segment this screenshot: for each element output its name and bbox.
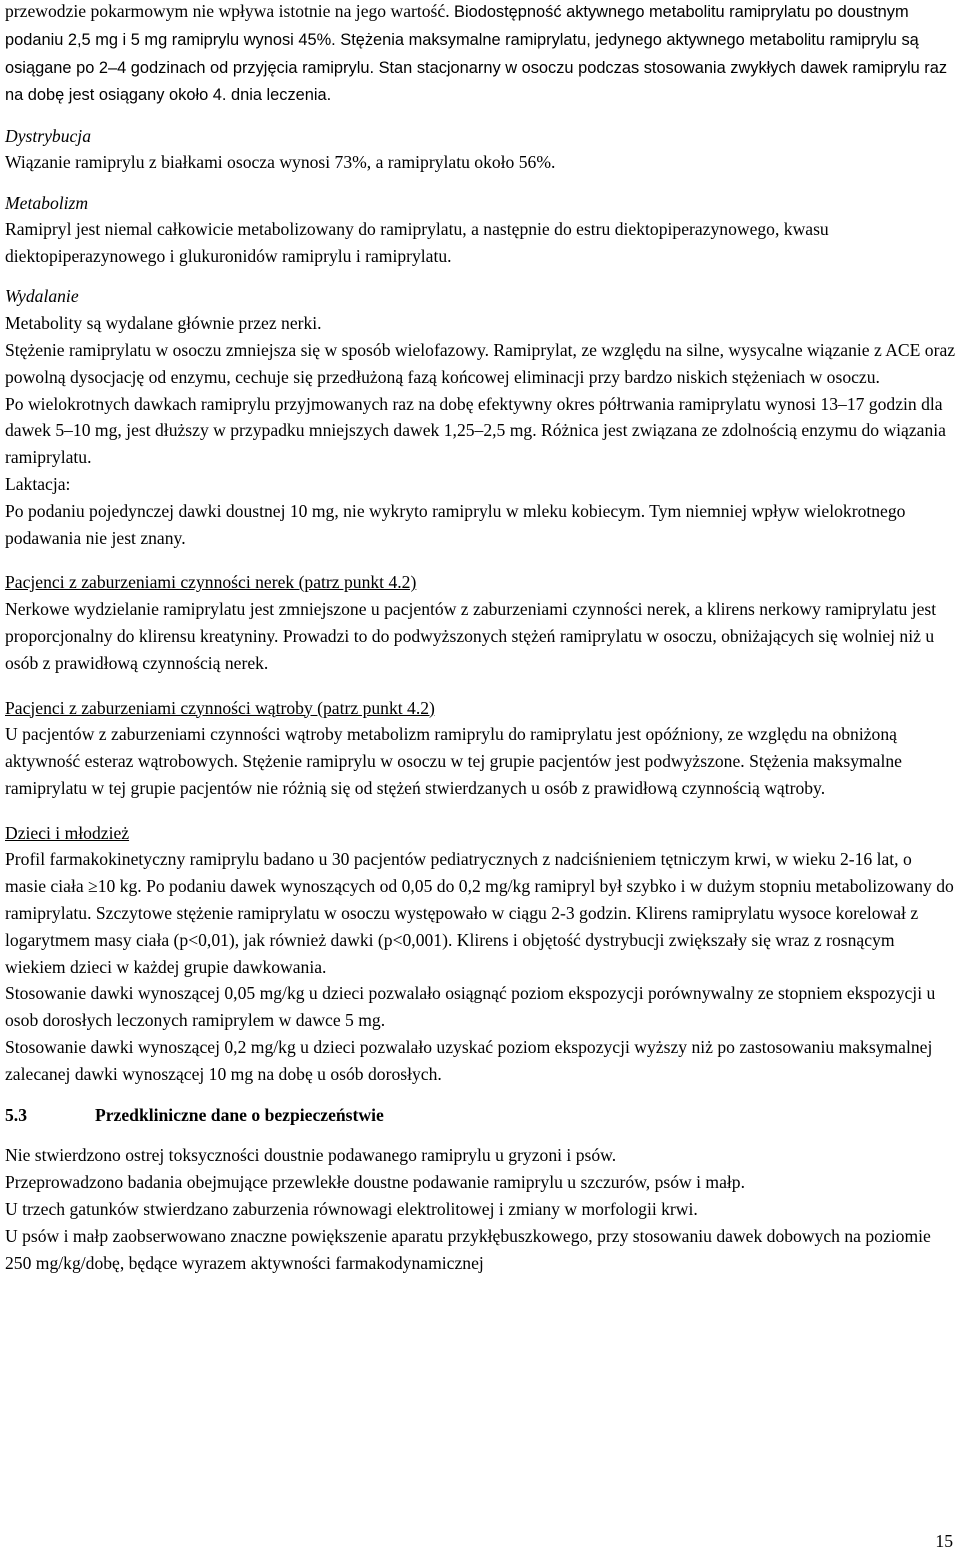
hepatic-heading: Pacjenci z zaburzeniami czynności wątroby (patrz punkt 4.2) <box>5 697 435 718</box>
metabolism-heading: Metabolizm <box>5 192 89 213</box>
intro-text-serif: przewodzie pokarmowym nie wpływa istotnie na jego wartość. <box>5 1 450 21</box>
elimination-heading: Wydalanie <box>5 286 79 307</box>
section-title: Przedkliniczne dane o bezpieczeństwie <box>95 1104 384 1125</box>
pediatric-paragraph-3: Stosowanie dawki wynoszącej 0,2 mg/kg u dzieci pozwalało uzyskać poziom ekspozycji wyższy niż po zastosowaniu maksymalnej zalecanej dawki wynoszącej 10 mg na dobę u osób dorosłych. <box>5 1037 933 1084</box>
elimination-paragraph-2: Po wielokrotnych dawkach ramiprylu przyjmowanych raz na dobę efektywny okres półtrwania ramiprylatu wynosi 13–17 godzin dla dawek 5–10 mg, jest dłuższy w przypadku mniejszych dawek 1,25–2,5 mg. Różnica jest związana ze zdolnością enzymu do wiązania ramiprylatu. <box>5 393 946 468</box>
pediatric-heading: Dzieci i młodzież <box>5 822 130 843</box>
renal-heading: Pacjenci z zaburzeniami czynności nerek (patrz punkt 4.2) <box>5 572 417 593</box>
section-paragraph-4: U psów i małp zaobserwowano znaczne powiększenie aparatu przykłębuszkowego, przy stosowaniu dawek dobowych na poziomie 250 mg/kg/dobę, będące wyrazem aktywności farmakodynamicznej <box>5 1225 931 1273</box>
section-heading <box>5 1102 957 1129</box>
elimination-paragraph-1: Stężenie ramiprylatu w osoczu zmniejsza się w sposób wielofazowy. Ramiprylat, ze względu na silne, wysycalne wiązanie z ACE oraz powolną dysocjację od enzymu, cechuje się przedłużoną fazą końcowej eliminacji przy bardzo niskich stężeniach w osoczu. <box>5 339 956 387</box>
pediatric-paragraph-2: Stosowanie dawki wynoszącej 0,05 mg/kg u dzieci pozwalało osiągnąć poziom ekspozycji porównywalny ze stopniem ekspozycji u osob dorosłych leczonych ramiprylem w dawce 5 mg. <box>5 983 936 1031</box>
pediatric-paragraph-1: Profil farmakokinetyczny ramiprylu badano u 30 pacjentów pediatrycznych z nadciśnieniem tętniczym krwi, w wieku 2-16 lat, o masie ciała ≥10 kg. Po podaniu dawek wynoszących od 0,05 do 0,2 mg/kg ramipryl był szybko i w dużym stopniu metabolizowany do ramiprylatu. Szczytowe stężenie ramiprylatu w osoczu występowało w ciągu 2-3 godzin. Klirens ramiprylatu wysoce korelował z logarytmem masy ciała (p<0,01), jak również dawki (p<0,001). Klirens i objętość dystrybucji zwiększały się wraz z rosnącym wiekiem dzieci w każdej grupie dawkowania. <box>5 849 954 977</box>
section-number: 5.3 <box>5 1104 27 1125</box>
lactation-heading: Laktacja: <box>5 473 71 494</box>
document-page <box>5 0 957 1276</box>
lactation-text: Po podaniu pojedynczej dawki doustnej 10 mg, nie wykryto ramiprylu w mleku kobiecym. Tym niemniej wpływ wielokrotnego podawania nie jest znany. <box>5 500 906 548</box>
intro-text-sans: Biodostępność aktywnego metabolitu ramiprylatu po doustnym podaniu 2,5 mg i 5 mg ramiprylu wynosi 45%. Stężenia maksymalne ramiprylatu, jedynego aktywnego metabolitu ramiprylu są osiągane po 2–4 godzinach od przyjęcia ramiprylu. Stan stacjonarny w osoczu podczas stosowania zwykłych dawek ramiprylu raz na dobę jest osiągany około 4. dnia leczenia. <box>5 3 948 105</box>
renal-text: Nerkowe wydzielanie ramiprylatu jest zmniejszone u pacjentów z zaburzeniami czynności nerek, a klirens nerkowy ramiprylatu jest proporcjonalny do klirensu kreatyniny. Prowadzi to do podwyższonych stężeń ramiprylatu w osoczu, obniżających się wolniej niż u osób z prawidłową czynnością nerek. <box>5 599 937 673</box>
hepatic-text: U pacjentów z zaburzeniami czynności wątroby metabolizm ramiprylu do ramiprylatu jest opóźniony, ze względu na obniżoną aktywność esteraz wątrobowych. Stężenie ramiprylu w osoczu w tej grupie pacjentów jest podwyższone. Stężenia maksymalne ramiprylatu w tej grupie pacjentów nie różnią się od stężeń stwierdzanych u osób z prawidłową czynnością wątroby. <box>5 724 902 798</box>
section-paragraph-1: Nie stwierdzono ostrej toksyczności doustnie podawanego ramiprylu u gryzoni i psów. <box>5 1145 617 1166</box>
metabolism-text: Ramipryl jest niemal całkowicie metabolizowany do ramiprylatu, a następnie do estru diektopiperazynowego, kwasu diektopiperazynowego i glukuronidów ramiprylu i ramiprylatu. <box>5 219 829 267</box>
page-number: 15 <box>935 1531 953 1551</box>
distribution-text: Wiązanie ramiprylu z białkami osocza wynosi 73%, a ramiprylatu około 56%. <box>5 152 556 173</box>
distribution-heading: Dystrybucja <box>5 125 91 146</box>
intro-paragraph <box>5 0 957 109</box>
elimination-line: Metabolity są wydalane głównie przez nerki. <box>5 313 322 334</box>
section-paragraph-3: U trzech gatunków stwierdzano zaburzenia równowagi elektrolitowej i zmiany w morfologii krwi. <box>5 1199 698 1220</box>
section-paragraph-2: Przeprowadzono badania obejmujące przewlekłe doustne podawanie ramiprylu u szczurów, psów i małp. <box>5 1172 745 1193</box>
